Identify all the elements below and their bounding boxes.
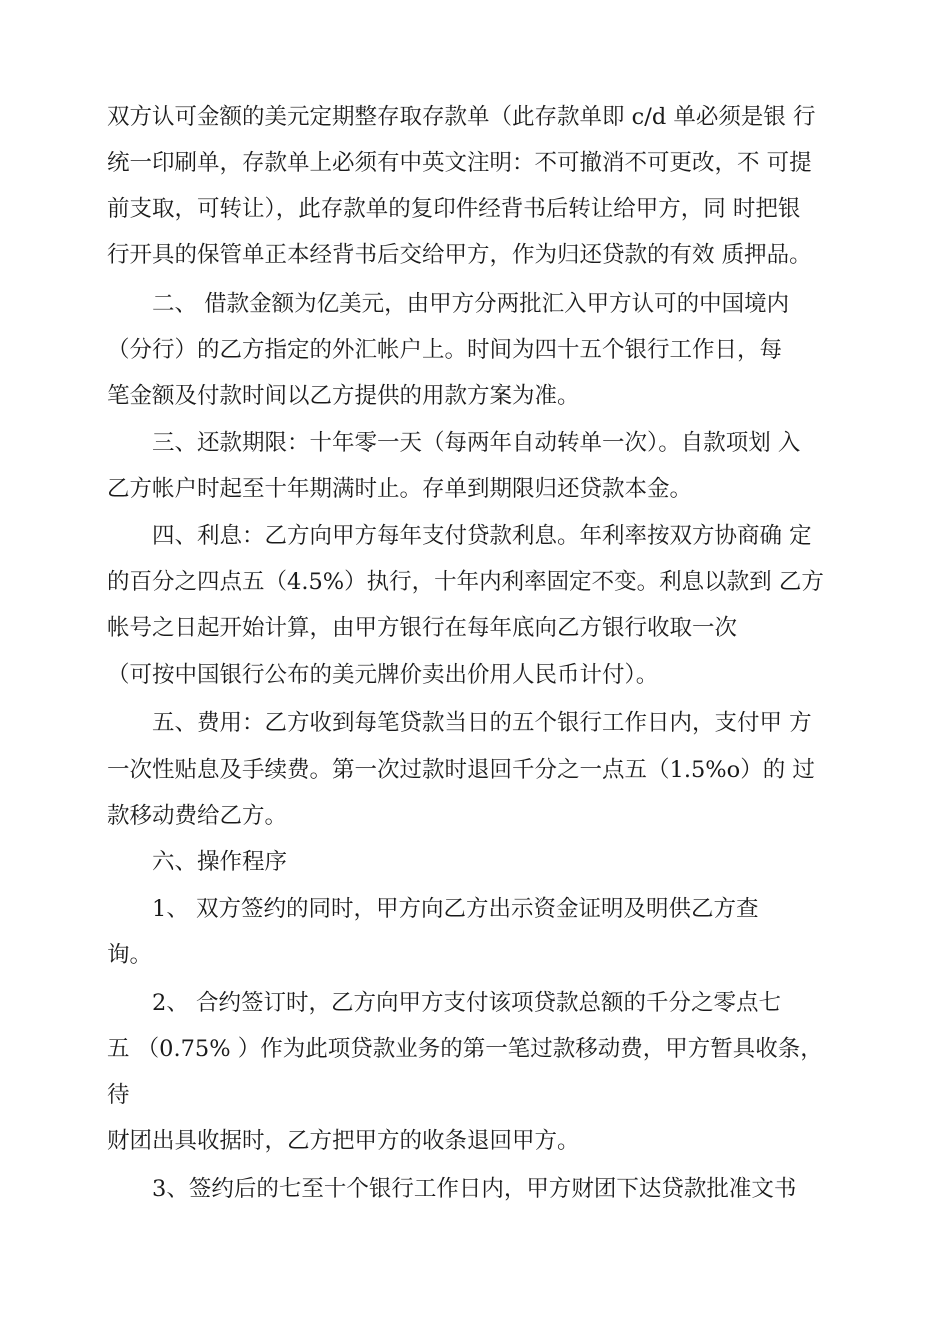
- text-line: 2、 合约签订时，乙方向甲方支付该项贷款总额的千分之零点七: [152, 990, 781, 1016]
- text-line: 五 （0.75% ）作为此项贷款业务的第一笔过款移动费，甲方暂具收条，: [107, 1036, 823, 1062]
- text-line: 1、 双方签约的同时，甲方向乙方出示资金证明及明供乙方查: [152, 896, 759, 922]
- text-line: 的百分之四点五（4.5%）执行，十年内利率固定不变。利息以款到 乙方: [107, 569, 824, 595]
- text-line: 乙方帐户时起至十年期满时止。存单到期限归还贷款本金。: [107, 476, 693, 502]
- text-line: 六、操作程序: [152, 849, 288, 875]
- text-line: 3、签约后的七至十个银行工作日内，甲方财团下达贷款批准文书: [152, 1176, 797, 1202]
- text-line: （可按中国银行公布的美元牌价卖出价用人民币计付）。: [107, 662, 659, 688]
- text-line: 一次性贴息及手续费。第一次过款时退回千分之一点五（1.5%o）的 过: [107, 757, 815, 783]
- text-line: 前支取，可转让），此存款单的复印件经背书后转让给甲方，同 时把银: [107, 196, 801, 222]
- text-line: 款移动费给乙方。: [107, 803, 288, 829]
- text-line: 三、还款期限：十年零一天（每两年自动转单一次）。自款项划 入: [152, 430, 801, 456]
- text-line: 帐号之日起开始计算，由甲方银行在每年底向乙方银行收取一次: [107, 615, 738, 641]
- text-line: 四、利息：乙方向甲方每年支付贷款利息。年利率按双方协商确 定: [152, 523, 812, 549]
- text-line: 二、 借款金额为亿美元，由甲方分两批汇入甲方认可的中国境内: [152, 291, 790, 317]
- text-line: 统一印刷单，存款单上必须有中英文注明：不可撤消不可更改，不 可提: [107, 150, 812, 176]
- text-line: 待: [107, 1082, 130, 1108]
- text-line: 询。: [107, 942, 153, 968]
- text-line: 五、费用：乙方收到每笔贷款当日的五个银行工作日内，支付甲 方: [152, 710, 812, 736]
- text-line: 双方认可金额的美元定期整存取存款单（此存款单即 c/d 单必须是银 行: [107, 104, 816, 130]
- text-line: 财团出具收据时，乙方把甲方的收条退回甲方。: [107, 1128, 580, 1154]
- text-line: （分行）的乙方指定的外汇帐户上。时间为四十五个银行工作日，每: [107, 337, 783, 363]
- text-line: 行开具的保管单正本经背书后交给甲方，作为归还贷款的有效 质押品。: [107, 242, 812, 268]
- text-line: 笔金额及付款时间以乙方提供的用款方案为准。: [107, 383, 580, 409]
